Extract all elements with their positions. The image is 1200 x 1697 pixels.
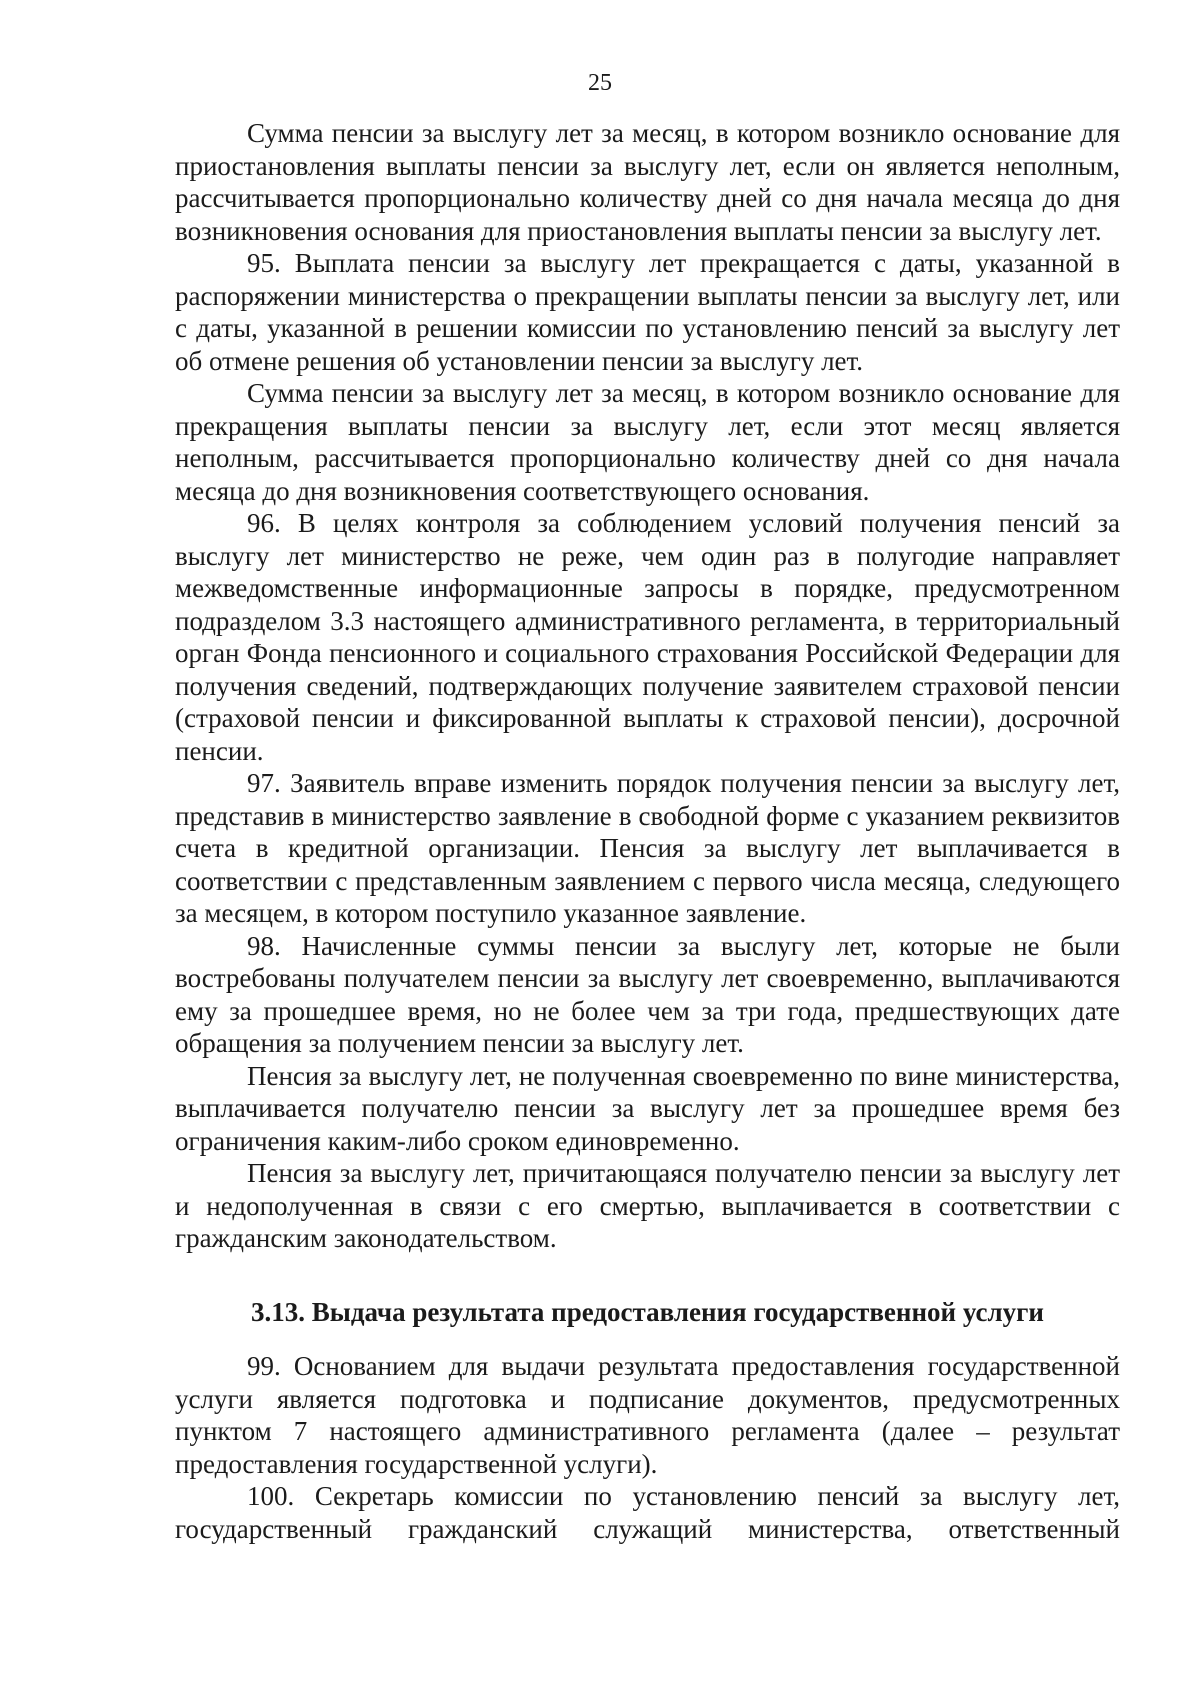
paragraph-97: 97. Заявитель вправе изменить порядок получения пенсии за выслугу лет, представив в министерство заявление в свободной форме с указанием реквизитов счета в кредитной организации. Пенсия за выслугу лет выплачивается в соответствии с представленным заявлением с первого числа месяца, следующего за месяцем, в котором поступило указанное заявление. [175,768,1120,928]
page-number: 25 [588,70,612,96]
paragraph-100: 100. Секретарь комиссии по установлению пенсий за выслугу лет, государственный гражданский служащий министерства, ответственный [175,1481,1120,1544]
paragraph-death-of-recipient: Пенсия за выслугу лет, причитающаяся получателю пенсии за выслугу лет и недополученная в связи с его смертью, выплачивается в соответствии с гражданским законодательством. [175,1158,1120,1253]
paragraph-99: 99. Основанием для выдачи результата предоставления государственной услуги является подготовка и подписание документов, предусмотренных пунктом 7 настоящего административного регламента (далее – результат предоставления государственной услуги). [175,1351,1120,1479]
paragraph-ministry-fault: Пенсия за выслугу лет, не полученная своевременно по вине министерства, выплачивается получателю пенсии за выслугу лет за прошедшее время без ограничения каким-либо сроком единовременно. [175,1060,1120,1156]
paragraph-95: 95. Выплата пенсии за выслугу лет прекращается с даты, указанной в распоряжении министерства о прекращении выплаты пенсии за выслугу лет, или с даты, указанной в решении комиссии по установлению пенсий за выслугу лет об отмене решения об установлении пенсии за выслугу лет. [175,248,1120,376]
paragraph-96: 96. В целях контроля за соблюдением условий получения пенсий за выслугу лет министерство не реже, чем один раз в полугодие направляет межведомственные информационные запросы в порядке, предусмотренном подразделом 3.3 настоящего административного регламента, в территориальный орган Фонда пенсионного и социального страхования Российской Федерации для получения сведений, подтверждающих получение заявителем страховой пенсии (страховой пенсии и фиксированной выплаты к страховой пенсии), досрочной пенсии. [175,508,1120,766]
section-heading: 3.13. Выдача результата предоставления государственной услуги [251,1296,1044,1327]
paragraph-98: 98. Начисленные суммы пенсии за выслугу лет, которые не были востребованы получателем пенсии за выслугу лет своевременно, выплачиваются ему за прошедшее время, но не более чем за три года, предшествующих дате обращения за получением пенсии за выслугу лет. [175,930,1120,1058]
paragraph-pension-sum-suspension: Сумма пенсии за выслугу лет за месяц, в котором возникло основание для приостановления выплаты пенсии за выслугу лет, если он является неполным, рассчитывается пропорционально количеству дней со дня начала месяца до дня возникновения основания для приостановления выплаты пенсии за выслугу лет. [175,118,1120,246]
document-body [175,117,1120,1545]
paragraph-pension-sum-termination: Сумма пенсии за выслугу лет за месяц, в котором возникло основание для прекращения выплаты пенсии за выслугу лет, если этот месяц является неполным, рассчитывается пропорционально количеству дней со дня начала месяца до дня возникновения соответствующего основания. [175,378,1120,506]
